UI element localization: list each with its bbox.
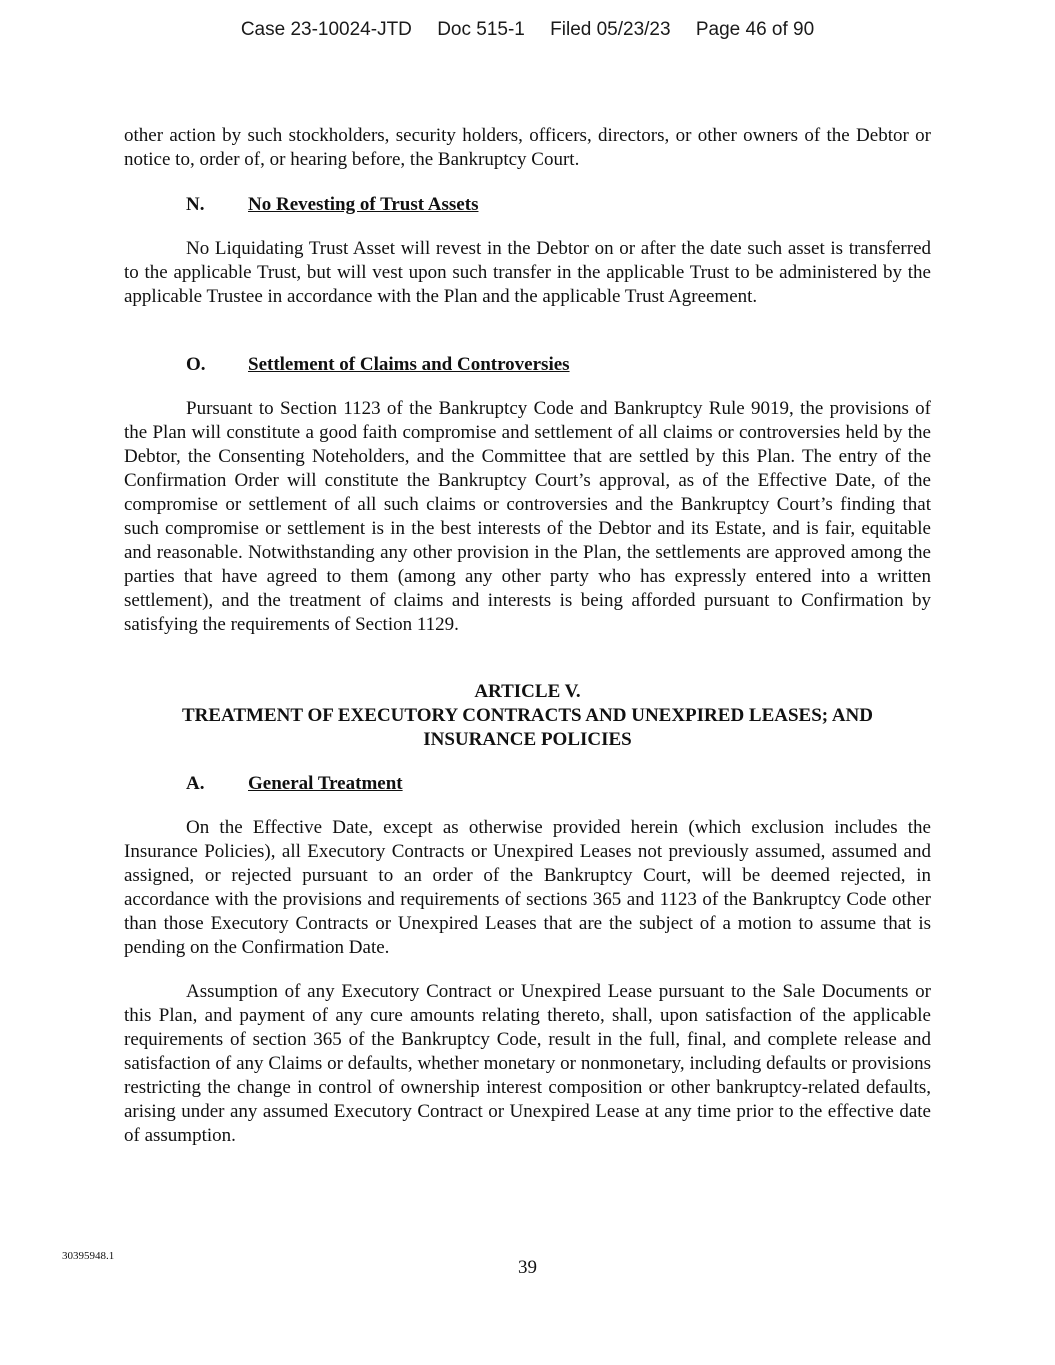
section-a-title: General Treatment [248, 773, 403, 794]
section-o-letter: O. [186, 354, 206, 375]
article-title-line1: TREATMENT OF EXECUTORY CONTRACTS AND UNEXPIRED LEASES; AND [181, 705, 873, 726]
section-n-letter: N. [186, 194, 205, 215]
article-number: ARTICLE V. [474, 681, 581, 702]
case-number: Case 23-10024-JTD [240, 19, 412, 40]
section-o-paragraph: Pursuant to Section 1123 of the Bankruptcy Code and Bankruptcy Rule 9019, the provisions of the Plan will constitute a good faith compromise and settlement of all claims or controversies held by the Debtor, the Consenting Noteholders, and the Committee that are settled by this Plan. The entry of the Confirmation Order will constitute the Bankruptcy Court’s approval, as of the Effective Date, of the compromise or settlement of all such claims or controversies and the Bankruptcy Court’s finding that such compromise or settlement is in the best interests of the Debtor and its Estate, and is fair, equitable and reasonable. Notwithstanding any other provision in the Plan, the settlements are approved among the parties that have agreed to them (among any other party who has expressly entered into a written settlement), and the treatment of claims and interests is being afforded pursuant to Confirmation by satisfying the requirements of Section 1129. [124, 398, 931, 635]
section-a-paragraph-2: Assumption of any Executory Contract or Unexpired Lease pursuant to the Sale Documents or this Plan, and payment of any cure amounts relating thereto, shall, upon satisfaction of the applicable requirements of section 365 of the Bankruptcy Code, result in the full, final, and complete release and satisfaction of any Claims or defaults, whether monetary or nonmonetary, including defaults or provisions restricting the change in control of ownership interest composition or other bankruptcy-related defaults, arising under any assumed Executory Contract or Unexpired Lease at any time prior to the effective date of assumption. [124, 981, 931, 1146]
filed-date: Filed 05/23/23 [550, 19, 671, 40]
section-o-title: Settlement of Claims and Controversies [248, 354, 570, 375]
page-number: 39 [518, 1257, 537, 1278]
doc-number: Doc 515-1 [437, 19, 525, 40]
article-title-line2: INSURANCE POLICIES [423, 729, 632, 750]
article-heading [124, 680, 931, 752]
section-a-heading [186, 772, 403, 796]
document-body [124, 0, 931, 1365]
section-o-heading [186, 353, 570, 377]
continuation-paragraph: other action by such stockholders, security holders, officers, directors, or other owners of the Debtor or notice to, order of, or hearing before, the Bankruptcy Court. [124, 125, 931, 170]
document-id: 30395948.1 [62, 1250, 115, 1262]
section-n-paragraph: No Liquidating Trust Asset will revest in the Debtor on or after the date such asset is transferred to the applicable Trust, but will vest upon such transfer in the applicable Trust to be administered by the applicable Trustee in accordance with the Plan and the applicable Trust Agreement. [124, 238, 931, 307]
page-of-total: Page 46 of 90 [695, 19, 815, 40]
section-n-heading [186, 193, 478, 217]
section-a-paragraph-1: On the Effective Date, except as otherwise provided herein (which exclusion includes the Insurance Policies), all Executory Contracts or Unexpired Leases not previously assumed, assumed and assigned, or rejected pursuant to an order of the Bankruptcy Court, will be deemed rejected, in accordance with the provisions and requirements of sections 365 and 1123 of the Bankruptcy Code other than those Executory Contracts or Unexpired Leases that are the subject of a motion to assume that is pending on the Confirmation Date. [124, 817, 931, 958]
section-a-letter: A. [186, 773, 205, 794]
section-n-title: No Revesting of Trust Assets [248, 194, 479, 215]
